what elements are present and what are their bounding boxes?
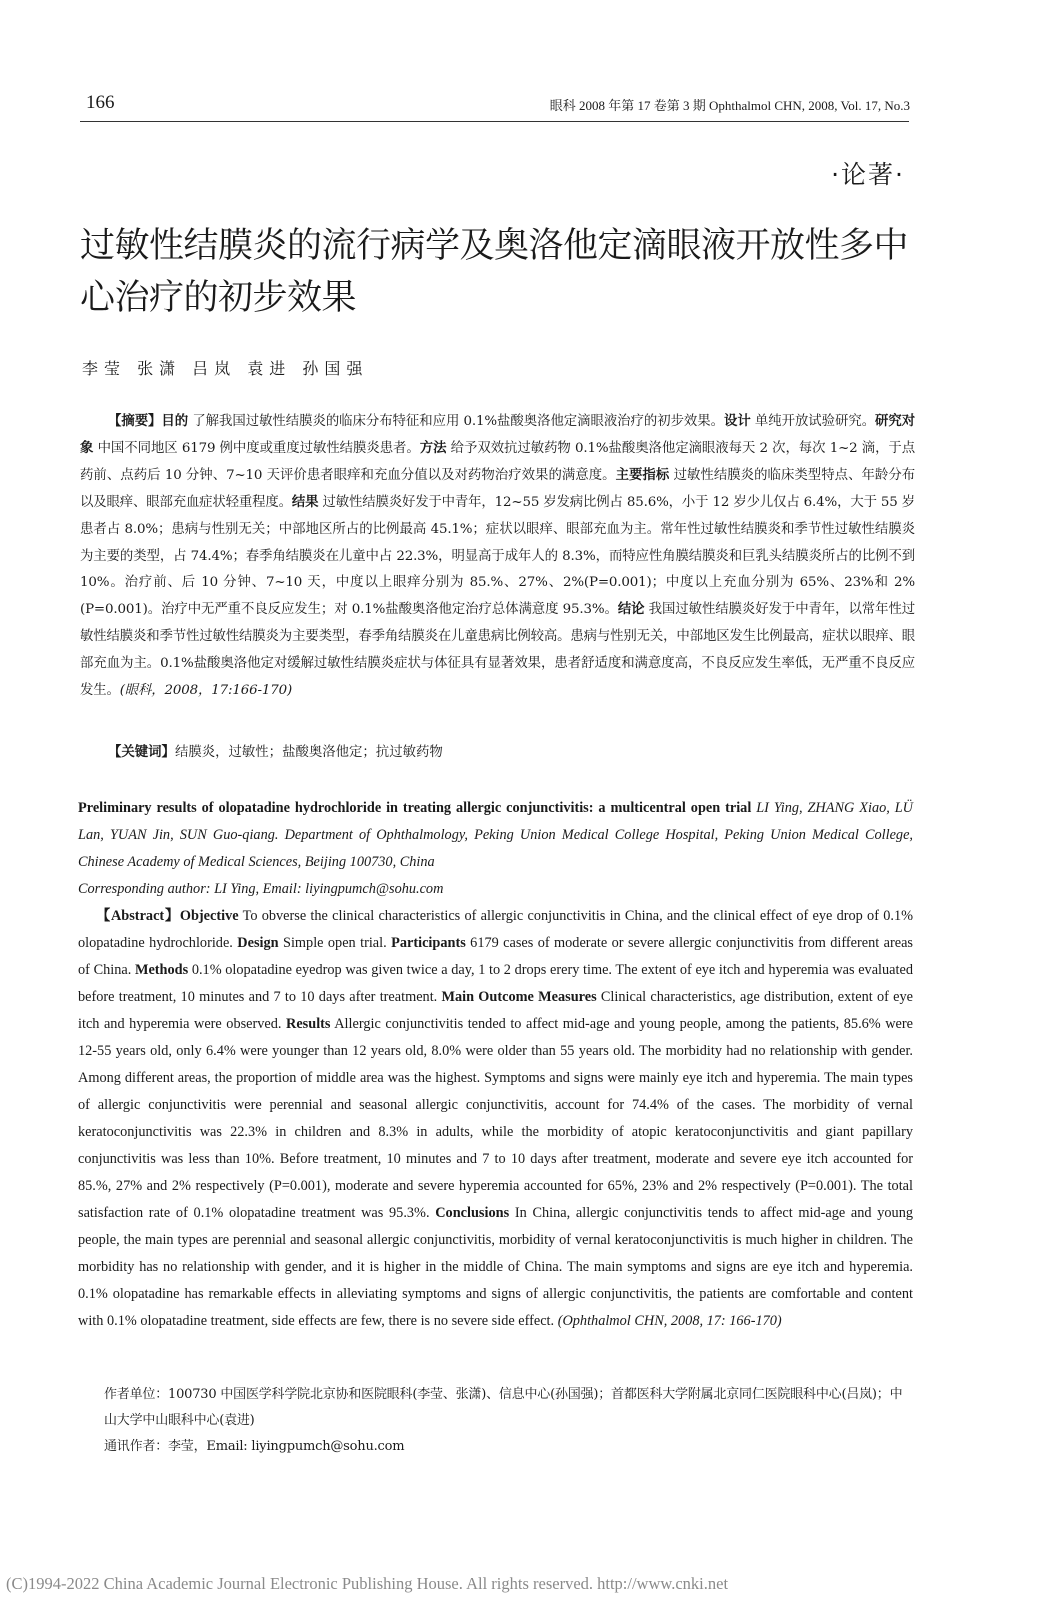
journal-header: 眼科 2008 年第 17 卷第 3 期 Ophthalmol CHN, 2008, Vol. 17, No.3 <box>549 98 910 113</box>
en-results-text: Allergic conjunctivitis tended to affect mid-age and young people, among the patients, 85.6% were 12-55 years old, only 6.4% were younger than 12 years old, 8.0% were older than 55 years old. The morbidity had no relationship with gender. Among different areas, the proportion of middle area was the highest. Symptoms and signs were mainly eye itch and hyperemia. The main types of allergic conjunctivitis were perennial and seasonal allergic conjunctivitis, account for 74.4% of the cases. The morbidity of vernal keratoconjunctivitis was 22.3% in children and 8.3% in adults, while the morbidity of atopic keratoconjunctivitis and giant papillary conjunctivitis was less than 10%. Before treatment, 10 minutes and 7 to 10 days after treatment, moderate and severe eye itch accounted for 85.%, 27% and 2% respectively (P=0.001), moderate and severe hyperemia accounted for 65%, 23% and 2% respectively (P=0.001). The total satisfaction rate of 0.1% olopatadine treatment was 95.3%. <box>78 1016 914 1221</box>
chinese-abstract <box>80 409 915 705</box>
corresponding-author-line <box>78 876 913 903</box>
subjects-text: 中国不同地区 6179 例中度或重度过敏性结膜炎患者。 <box>93 440 420 456</box>
conclusion-label: 结论 <box>617 602 645 618</box>
subjects-label: 研究对象 <box>80 414 915 456</box>
en-measures-text: Clinical characteristics, age distribution, extent of eye itch and hyperemia were observed. <box>78 989 913 1032</box>
en-objective-text: To obverse the clinical characteristics of allergic conjunctivitis in China, and the clinical effect of eye drop of 0.1% olopatadine hydrochloride. <box>78 908 913 951</box>
abstract-label: 【摘要】 <box>108 414 162 429</box>
design-label: 设计 <box>723 414 751 429</box>
english-abstract <box>78 903 913 1335</box>
en-abstract-label: 【Abstract】 <box>96 908 180 924</box>
en-conclusions-label: Conclusions <box>435 1205 510 1221</box>
en-methods-text: 0.1% olopatadine eyedrop was given twice a day, 1 to 2 drops erery time. The extent of eye itch and hyperemia was evaluated before treatment, 10 minutes and 7 to 10 days after treatment. <box>78 962 913 1005</box>
chinese-abstract-paragraph <box>80 409 915 705</box>
chinese-citation: (眼科，2008，17:166-170) <box>119 683 293 699</box>
page-number: 166 <box>86 92 115 113</box>
english-citation: (Ophthalmol CHN, 2008, 17: 166-170) <box>557 1313 782 1329</box>
en-design-text: Simple open trial. <box>278 935 392 951</box>
chinese-keywords <box>108 740 908 767</box>
objective-text: 了解我国过敏性结膜炎的临床分布特征和应用 0.1%盐酸奥洛他定滴眼液治疗的初步效果。 <box>188 414 724 429</box>
copyright-watermark: (C)1994-2022 China Academic Journal Electronic Publishing House. All rights reserved. http://www.cnki.net <box>6 1574 729 1593</box>
en-design-label: Design <box>237 935 279 951</box>
conclusion-text: 我国过敏性结膜炎好发于中青年，以常年性过敏性结膜炎和季节性过敏性结膜炎为主要类型，春季角结膜炎在儿童患病比例较高。患病与性别无关，中部地区发生比例最高，症状以眼痒、眼部充血为主。0.1%盐酸奥洛他定对缓解过敏性结膜炎症状与体征具有显著效果，患者舒适度和满意度高，不良反应发生率低，无严重不良反应发生。 <box>80 602 916 699</box>
keywords-text: 结膜炎，过敏性；盐酸奥洛他定；抗过敏药物 <box>174 745 443 760</box>
corresponding-author-footnote: 通讯作者：李莹，Email: liyingpumch@sohu.com <box>104 1439 405 1454</box>
english-title: Preliminary results of olopatadine hydrochloride in treating allergic conjunctivitis: a multicentral open trial <box>78 800 752 816</box>
measures-label: 主要指标 <box>615 467 670 483</box>
results-label: 结果 <box>291 494 319 510</box>
en-methods-label: Methods <box>134 962 189 978</box>
en-objective-label: Objective <box>179 908 239 924</box>
en-conclusions-text: In China, allergic conjunctivitis tends to affect mid-age and young people, the main types are perennial and seasonal allergic conjunctivitis, morbidity of vernal keratoconjunctivitis is much higher in children. The morbidity has no relationship with gender, and it is higher in the middle of China. The main symptoms and signs are eye itch and hyperemia. 0.1% olopatadine has remarkable effects in alleviating symptoms and signs of allergic conjunctivitis, the patients are comfortable and content with 0.1% olopatadine treatment, side effects are few, there is no severe side effect. <box>78 1205 913 1329</box>
measures-text: 过敏性结膜炎的临床类型特点、年龄分布以及眼痒、眼部充血症状轻重程度。 <box>80 467 915 510</box>
design-text: 单纯开放试验研究。 <box>750 414 876 429</box>
keywords-label: 【关键词】 <box>108 745 175 760</box>
english-authors-affiliation: LI Ying, ZHANG Xiao, LÜ Lan, YUAN Jin, SUN Guo-qiang. Department of Ophthalmology, Peking Union Medical College Hospital, Peking Union Medical College, Chinese Academy of Medical Sciences, Beijing 100730, China <box>78 800 914 870</box>
author-list: 李莹 张潇 吕岚 袁进 孙国强 <box>82 359 369 378</box>
english-title-paragraph <box>78 795 913 876</box>
affiliation-line: 作者单位：100730 中国医学科学院北京协和医院眼科(李莹、张潇)、信息中心(孙国强)；首都医科大学附属北京同仁医院眼科中心(吕岚)；中山大学中山眼科中心(袁进) <box>104 1387 903 1428</box>
results-text: 过敏性结膜炎好发于中青年，12~55 岁发病比例占 85.6%，小于 12 岁少儿仅占 6.4%，大于 55 岁患者占 8.0%；患病与性别无关；中部地区所占的比例最高 45.1%；症状以眼痒、眼部充血为主。常年性过敏性结膜炎和季节性过敏性结膜炎为主要的类型，占 74.4%；春季角结膜炎在儿童中占 22.3%，明显高于成年人的 8.3%，而特应性角膜结膜炎和巨乳头结膜炎所占的比例不到 10%。治疗前、后 10 分钟、7~10 天，中度以上眼痒分别为 85.%、27%、2%(P=0.001)；中度以上充血分别为 65%、23%和 2%(P=0.001)。治疗中无严重不良反应发生；对 0.1%盐酸奥洛他定治疗总体满意度 95.3%。 <box>80 494 916 618</box>
en-participants-text: 6179 cases of moderate or severe allergic conjunctivitis from different areas of China. <box>78 935 914 978</box>
methods-text: 给予双效抗过敏药物 0.1%盐酸奥洛他定滴眼液每天 2 次，每次 1~2 滴，于点药前、点药后 10 分钟、7~10 天评价患者眼痒和充血分值以及对药物治疗效果的满意度。 <box>80 440 916 483</box>
objective-label: 目的 <box>161 414 189 429</box>
header-rule <box>80 121 909 122</box>
english-abstract-block <box>78 795 913 1335</box>
en-participants-label: Participants <box>391 935 466 951</box>
article-title: 过敏性结膜炎的流行病学及奥洛他定滴眼液开放性多中心治疗的初步效果 <box>80 226 909 318</box>
methods-label: 方法 <box>419 440 447 456</box>
en-measures-label: Main Outcome Measures <box>441 989 597 1005</box>
corresponding-author-text: Corresponding author: LI Ying, Email: liyingpumch@sohu.com <box>78 881 444 897</box>
author-affiliation-footnote <box>104 1382 914 1460</box>
en-results-label: Results <box>286 1016 331 1032</box>
section-label: ·论著· <box>831 160 905 189</box>
